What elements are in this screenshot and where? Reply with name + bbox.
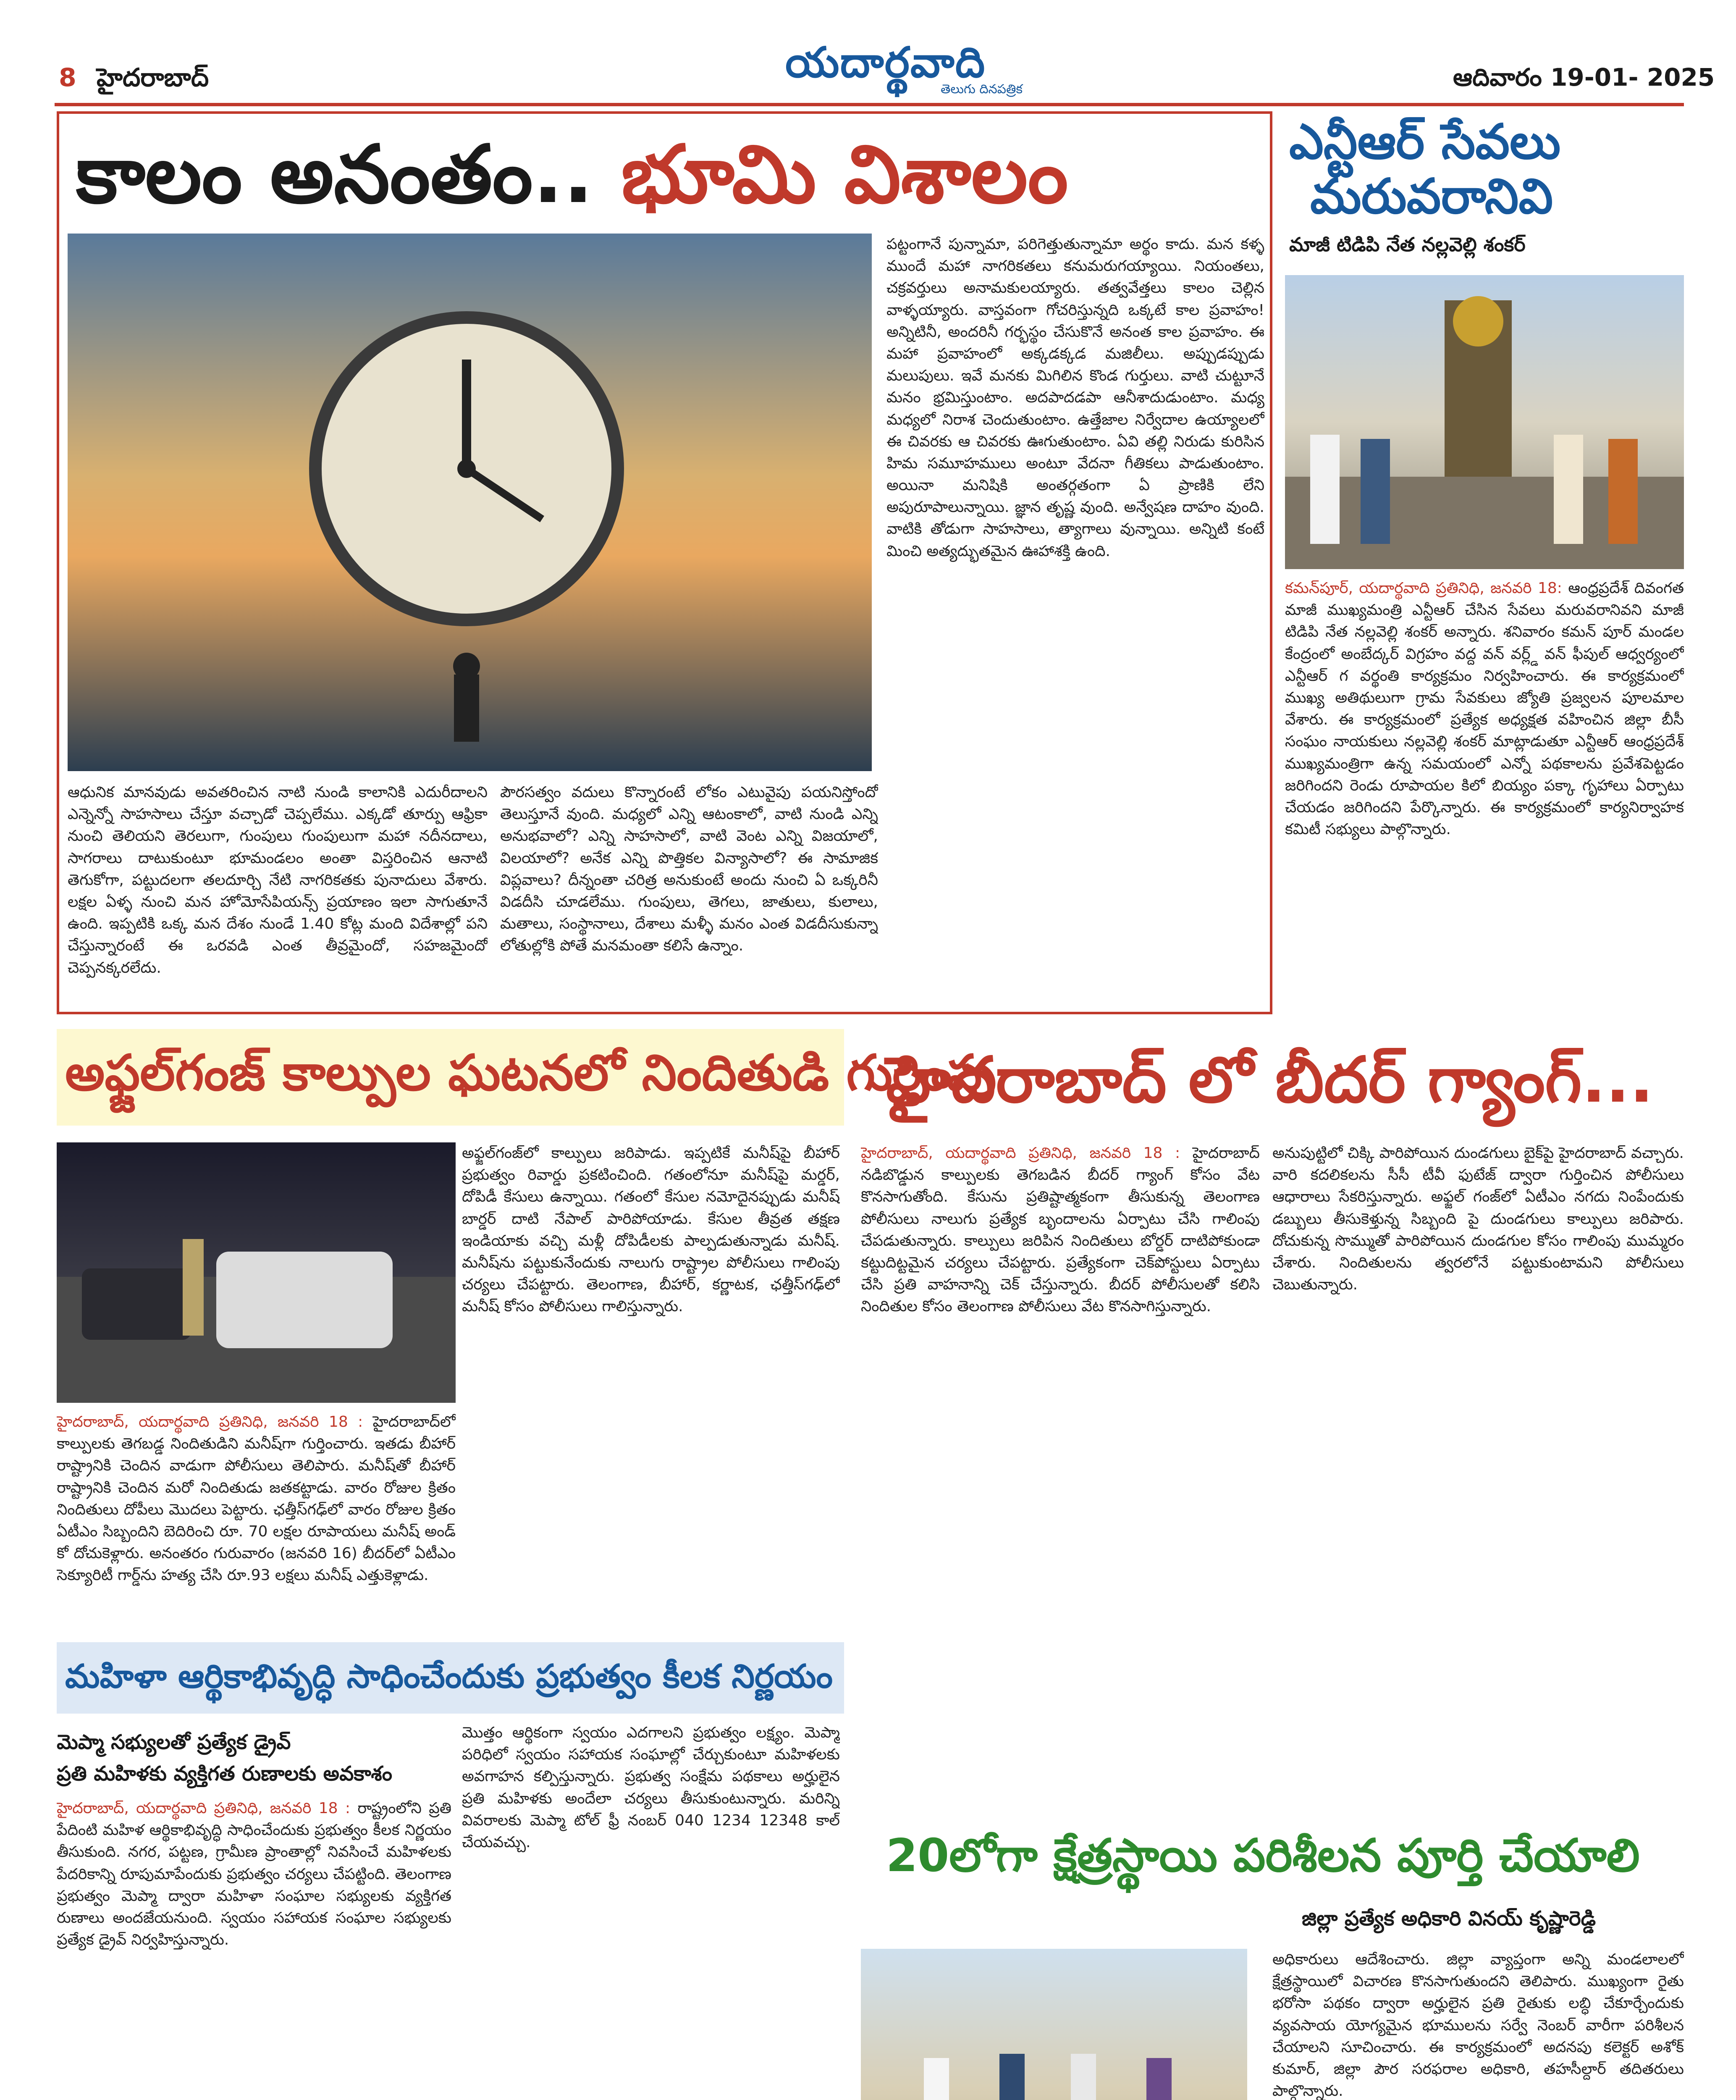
women-dateline: హైదరాబాద్, యదార్థవాది ప్రతినిధి, జనవరి 18 : [57,1800,351,1817]
clock-illustration [68,234,872,771]
inspection-photo-illustration [861,1949,1247,2100]
newspaper-tagline: తెలుగు దినపత్రిక [941,82,1023,97]
women-subhead-b: ప్రతి మహిళకు వ్యక్తిగత రుణాలకు అవకాశం [57,1762,393,1785]
bidar-headline: హైదరాబాద్ లో బీదర్ గ్యాంగ్... [886,1044,1654,1117]
masthead-rule [55,103,1684,106]
afzalgunj-body-left [57,1411,456,1625]
ntr-story [1285,111,1684,1014]
ntr-photo [1285,275,1684,569]
ntr-body-text: ఆంధ్రప్రదేశ్ దివంగత మాజీ ముఖ్యమంత్రి ఎన్టీఆర్ చేసిన సేవలు మరువరానివని మాజీ టిడిపి నేత నల్లవెల్లి శంకర్ అన్నారు. శనివారం కమన్ పూర్ మండల కేంద్రంలో అంబేద్కర్ విగ్రహం వద్ద వన్ వర్ల్డ్ వన్ ఫీపుల్ ఆధ్వర్యంలో ఎన్టీఆర్ గ వర్థంతి కార్యక్రమం నిర్వహించారు. ఈ కార్యక్రమంలో ముఖ్య అతిథులుగా గ్రామ సేవకులు జ్యోతి ప్రజ్వలన పూలమాల వేశారు. ఈ కార్యక్రమంలో ప్రత్యేక అధ్యక్షత వహించిన జిల్లా బీసీ సంఘం నాయకులు నల్లవెల్లి శంకర్ మాట్లాడుతూ ఎన్టీఆర్ ఆంధ్రప్రదేశ్ ముఖ్యమంత్రిగా ఉన్న సమయంలో ఎన్నో పథకాలను ప్రవేశపెట్టడం జరిగిందని రెండు రూపాయల కిలో బియ్యం పక్కా గృహాలు ఏర్పాటు చేయడం జరిగిందని పేర్కొన్నారు. ఈ కార్యక్రమంలో కార్యనిర్వాహక కమిటీ సభ్యులు పాల్గొన్నారు. [1285,580,1684,838]
bidar-body-left-text: హైదరాబాద్ నడిబొడ్డున కాల్పులకు తెగబడిన బీదర్ గ్యాంగ్ కోసం వేట కొనసాగుతోంది. కేసును ప్రతిష్టాత్మకంగా తీసుకున్న తెలంగాణ పోలీసులు నాలుగు ప్రత్యేక బృందాలను ఏర్పాటు చేసి గాలింపు చేపడుతున్నారు. కాల్పులు జరిపిన నిందితులు బోర్డర్ దాటిపోకుండా కట్టుదిట్టమైన చర్యలు చేపట్టారు. ప్రత్యేకంగా చెక్‌పోస్టులు ఏర్పాటు చేసి ప్రతి వాహనాన్ని చెక్ చేస్తున్నారు. బీదర్ పోలీసులతో కలిసి నిందితుల కోసం తెలంగాణ పోలీసులు వేట కొనసాగిస్తున్నారు. [861,1144,1260,1315]
ntr-body [1285,578,1684,1010]
afzalgunj-headline: అఫ్జల్‌గంజ్ కాల్పుల ఘటనలో నిందితుడి గుర్తింపు [65,1044,996,1102]
bidar-body-right: అనుపుట్టిలో చిక్కి పారిపోయిన దుండగులు బైక్‌పై హైదరాబాద్ వచ్చారు. వారి కదలికలను సీసీ టీవీ ఫుటేజ్ ద్వారా గుర్తించిన పోలీసులు ఆధారాలు సేకరిస్తున్నారు. అఫ్జల్ గంజ్‌లో ఏటీఎం నగదు నింపేందుకు డబ్బులు తీసుకెళ్తున్న సిబ్బంది పై దుండగులు కాల్పులు జరిపారు. దోచుకున్న సొమ్ముతో పారిపోయిన దుండగుల కోసం గాలింపు ముమ్మరం చేశారు. నిందితులను త్వరలోనే పట్టుకుంటామని పోలీసులు చెబుతున్నారు. [1272,1144,1684,1294]
feature-col-right: పట్టంగానే పున్నామా, పరిగెత్తుతున్నామా అర్థం కాదు. మన కళ్ళ ముందే మహా నాగరికతలు కనుమరుగయ్యాయి. నియంతలు, చక్రవర్తులు అనామకులయ్యారు. తత్వవేత్తలు కాలం చెల్లిన వాళ్ళయ్యారు. వాస్తవంగా గోచరిస్తున్నది ఒక్కటే కాల ప్రవాహం! అన్నిటినీ, అందరినీ గర్భస్థం చేసుకొనే అనంత కాల ప్రవాహం. ఈ మహా ప్రవాహంలో అక్కడక్కడ మజిలీలు. అప్పుడప్పుడు మలుపులు. ఇవే మనకు మిగిలిన కొండ గుర్తులు. వాటి చుట్టూనే మనం భ్రమిస్తుంటాం. అదపాదడపా ఆనీశాదుడుంటాం. మధ్య మధ్యలో నిరాశ చెందుతుంటాం. ఉత్తేజాల నిర్వేదాల ఉయ్యాలలో ఈ చివరకు ఆ చివరకు ఊగుతుంటాం. ఏవి తల్లి నిరుడు కురిసిన హిమ సమూహములు అంటూ వేదనా గీతికలు పాడుతుంటాం. అయినా మనిషికి అంతర్గతంగా ఏ ప్రాణికి లేని అపురూపాలున్నాయి. జ్ఞాన తృష్ణ వుంది. అన్వేషణ దాహం వుంది. వాటికి తోడుగా సాహసాలు, త్యాగాలు వున్నాయి. అన్నిటి కంటే మించి అత్యద్భుతమైన ఊహాశక్తి ఉంది. [886,236,1264,560]
inspection-headline: 20లోగా క్షేత్రస్థాయి పరిశీలన పూర్తి చేయాలి [886,1830,1640,1882]
feature-col-left: ఆధునిక మానవుడు అవతరించిన నాటి నుండి కాలానికి ఎదురీదాలని ఎన్నెన్నో సాహసాలు చేస్తూ వచ్చాడో చెప్పలేము. ఎక్కడో తూర్పు ఆఫ్రికా నుంచి తెలియని తెరలుగా, గుంపులు గుంపులుగా మహా నదీనదాలు, సాగరాలు దాటుకుంటూ భూమండలం అంతా విస్తరించిన ఆనాటి తెగుకోగా, పట్టుదలగా తలదూర్చి నేటి నాగరికతకు పునాదులు వేశారు. లక్షల ఏళ్ళ నుంచి మన హోమోసేపియన్స్ ప్రయాణం ఇలా సాగుతూనే ఉంది. ఇప్పటికి ఒక్క మన దేశం నుండే 1.40 కోట్ల మంది విదేశాల్లో పని చేస్తున్నారంటే ఈ ఒరవడి ఎంత తీవ్రమైందో, సహజమైందో చెప్పనక్కరలేదు. [68,784,488,976]
page-number: 8 [59,63,76,92]
clock-photo [68,234,872,771]
feature-headline [76,128,1068,221]
inspection-body-right: అధికారులు ఆదేశించారు. జిల్లా వ్యాప్తంగా అన్ని మండలాలలో క్షేత్రస్థాయిలో విచారణ కొనసాగుతుందని తెలిపారు. ముఖ్యంగా రైతు భరోసా పథకం ద్వారా అర్హులైన ప్రతి రైతుకు లబ్ధి చేకూర్చేందుకు వ్యవసాయ యోగ్యమైన భూములను సర్వే నెంబర్ వారీగా పరిశీలన చేయాలని సూచించారు. ఈ కార్యక్రమంలో అదనపు కలెక్టర్ అశోక్ కుమార్, జిల్లా పౌర సరఫరాల అధికారి, తహసీల్దార్ తదితరులు పాల్గొన్నారు. [1272,1951,1684,2100]
women-headline-band [57,1642,844,1714]
bidar-body-left [861,1142,1260,1814]
feature-col-mid: పౌరసత్వం వదులు కొన్నారంటే లోకం ఎటువైపు పయనిస్తోందో తెలుస్తూనే వుంది. మధ్యలో ఎన్ని ఆటంకాలో, వాటి నుండి ఎన్ని అనుభవాలో? ఎన్ని సాహసాలో, వాటి వెంట ఎన్ని విజయాలో, విలయాలో? అనేక ఎన్ని పొత్తికల విన్యాసాలో? ఈ సామాజిక విప్లవాలు? దీన్నంతా చరిత్ర అనుకుంటే అందు నుంచి ఏ ఒక్కరినీ విడదీసి చూడలేము. గుంపులు, తెగలు, జాతులు, కులాలు, మతాలు, సంస్థానాలు, దేశాలు మళ్ళీ మనం ఎంత విడదీసుకున్నా లోతుల్లోకి పోతే మనమంతా కలిసే ఉన్నాం. [500,784,878,955]
feature-headline-part-b: భూమి విశాలం [621,128,1068,221]
inspection-subhead: జిల్లా ప్రత్యేక అధికారి వినయ్ కృష్ణారెడ్డి [1302,1907,1596,1930]
women-subhead-a: మెప్మా సభ్యులతో ప్రత్యేక డ్రైవ్ [57,1730,291,1754]
edition-date: ఆదివారం 19-01- 2025 [1453,63,1715,92]
feature-headline-part-a: కాలం అనంతం.. [76,128,594,221]
afzalgunj-headline-band [57,1029,996,1126]
women-body-left [57,1798,451,2100]
bidar-dateline: హైదరాబాద్, యదార్థవాది ప్రతినిధి, జనవరి 18 : [861,1144,1180,1162]
feature-story-box [57,111,1272,1014]
afzalgunj-body-right: అఫ్జల్‌గంజ్‌లో కాల్పులు జరిపాడు. ఇప్పటికే మనీష్‌పై బీహార్ ప్రభుత్వం రివార్డు ప్రకటించింది. గతంలోనూ మనీష్‌పై మర్డర్, దోపిడీ కేసులు ఉన్నాయి. గతంలో కేసుల నమోదైనప్పుడు మనీష్ బార్డర్ దాటి నేపాల్ పారిపోయాడు. కేసుల తీవ్రత తక్షణ ఇండియాకు వచ్చి మళ్లీ దోపిడీలకు పాల్పడుతున్నాడు మనీష్. మనీష్‌ను పట్టుకునేందుకు నాలుగు రాష్ట్రాల పోలీసులు గాలింపు చర్యలు చేపట్టారు. తెలంగాణ, బీహార్, కర్ణాటక, ఛత్తీస్‌గఢ్‌లో మనీష్ కోసం పోలీసులు గాలిస్తున్నారు. [462,1144,840,1315]
women-body-left-text: రాష్ట్రంలోని ప్రతి పేదింటి మహిళ ఆర్థికాభివృద్ధి సాధించేందుకు ప్రభుత్వం కీలక నిర్ణయం తీసుకుంది. నగర, పట్టణ, గ్రామీణ ప్రాంతాల్లో నివసించే మహిళలకు పేదరికాన్ని రూపుమాపేందుకు ప్రభుత్వం చర్యలు చేపట్టింది. తెలంగాణ ప్రభుత్వం మెప్మా ద్వారా మహిళా సంఘాల సభ్యులకు వ్యక్తిగత రుణాలు అందజేయనుంది. స్వయం సహాయక సంఘాల సభ్యులకు ప్రత్యేక డ్రైవ్ నిర్వహిస్తున్నారు. [57,1800,451,1949]
page-city: హైదరాబాద్ [97,63,209,92]
inspection-photo [861,1949,1247,2100]
afzalgunj-photo [57,1142,456,1403]
ntr-subhead: మాజీ టిడిపి నేత నల్లవెల్లి శంకర్ [1289,233,1526,256]
newspaper-logo: యదార్థవాది [785,38,986,87]
ntr-headline-b: మరువరానివి [1310,168,1553,225]
women-headline: మహిళా ఆర్థికాభివృద్ధి సాధించేందుకు ప్రభుత్వం కీలక నిర్ణయం [65,1658,833,1696]
ntr-photo-illustration [1285,275,1684,569]
afzalgunj-body-left-text: హైదరాబాద్‌లో కాల్పులకు తెగబడ్డ నిందితుడిని మనీష్‌గా గుర్తించారు. ఇతడు బీహార్ రాష్ట్రానికి చెందిన వాడుగా పోలీసులు తెలిపారు. మనీష్‌తో బీహార్ రాష్ట్రానికి చెందిన మరో నిందితుడు జతకట్టాడు. వారం రోజుల క్రితం నిందితులు దోపీలు మొదలు పెట్టారు. ఛత్తీస్‌గఢ్‌లో వారం రోజుల క్రితం ఏటీఎం సిబ్బందిని బెదిరించి రూ. 70 లక్షల రూపాయలు మనీష్ అండ్ కో దోచుకెళ్లారు. అనంతరం గురువారం (జనవరి 16) బీదర్‌లో ఏటీఎం సెక్యూరిటీ గార్డ్‌ను హత్య చేసి రూ.93 లక్షలు మనీష్ ఎత్తుకెళ్లాడు. [57,1413,456,1584]
afzalgunj-dateline: హైదరాబాద్, యదార్థవాది ప్రతినిధి, జనవరి 18 : [57,1413,363,1431]
ntr-headline-a: ఎన్టీఆర్ సేవలు [1289,114,1561,170]
women-body-right: మొత్తం ఆర్థికంగా స్వయం ఎదగాలని ప్రభుత్వం లక్ష్యం. మెప్మా పరిధిలో స్వయం సహాయక సంఘాల్లో చేర్చుకుంటూ మహిళలకు అవగాహన కల్పిస్తున్నారు. ప్రభుత్వ సంక్షేమ పథకాలు అర్హులైన ప్రతి మహిళకు అందేలా చర్యలు తీసుకుంటున్నారు. మరిన్ని వివరాలకు మెప్మా టోల్ ఫ్రీ నంబర్ 040 1234 12348 కాల్ చేయవచ్చు. [462,1724,840,1851]
afzalgunj-photo-illustration [57,1142,456,1403]
ntr-dateline: కమన్‌పూర్, యదార్థవాది ప్రతినిధి, జనవరి 18: [1285,580,1562,597]
